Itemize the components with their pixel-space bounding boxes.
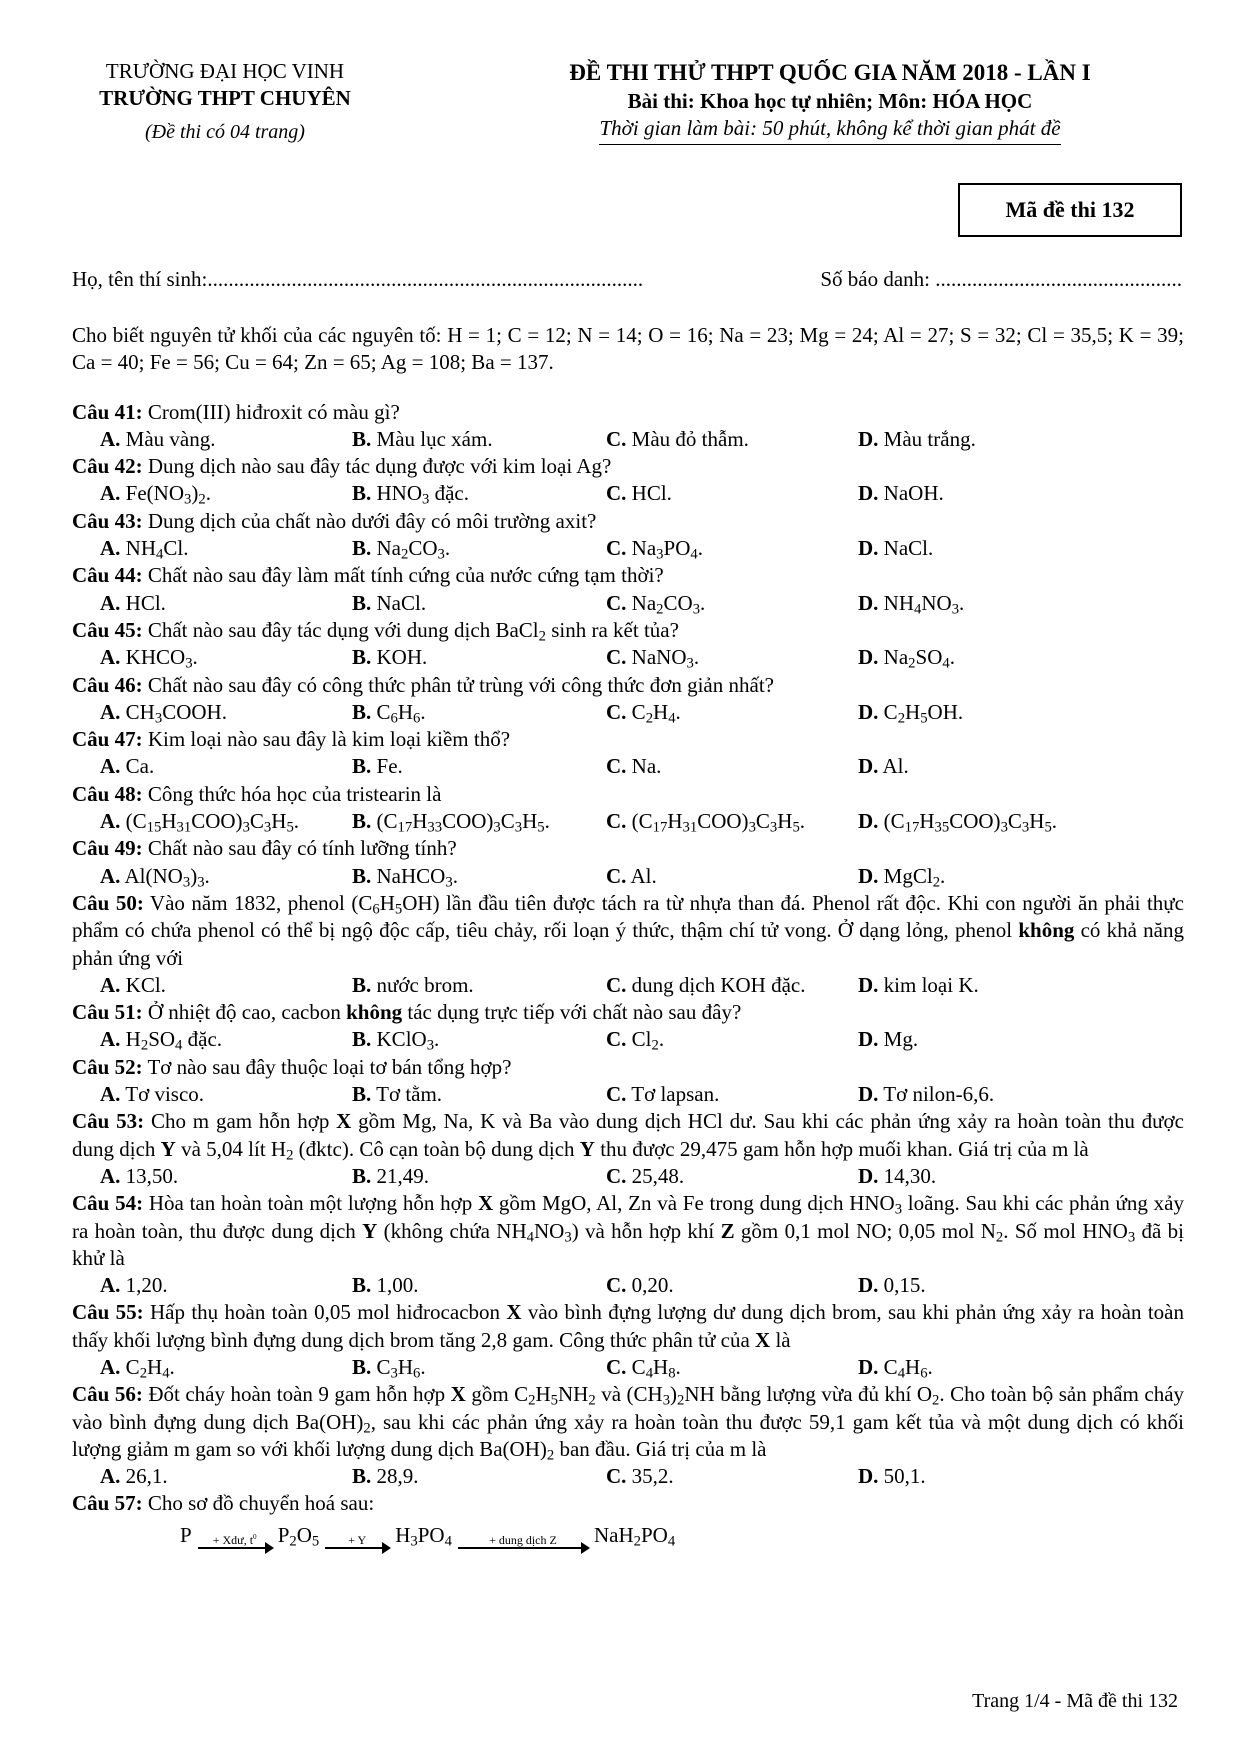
answer-options bbox=[72, 1081, 1184, 1108]
option-text: $C_4H_8$. bbox=[626, 1354, 681, 1382]
option-letter: B. bbox=[352, 809, 372, 834]
option-text: KCl. bbox=[120, 972, 166, 997]
conversion-scheme bbox=[180, 1522, 1184, 1549]
answer-option-b[interactable] bbox=[352, 644, 606, 671]
option-text: Tơ visco. bbox=[120, 1082, 205, 1107]
option-letter: A. bbox=[100, 1354, 121, 1379]
school-parent: TRƯỜNG ĐẠI HỌC VINH bbox=[105, 59, 345, 83]
option-letter: D. bbox=[858, 863, 879, 888]
question-text: Công thức hóa học của tristearin là bbox=[142, 781, 442, 806]
option-letter: D. bbox=[858, 481, 879, 506]
question-text: Chất nào sau đây tác dụng với dung dịch BaCl$_2$ sinh ra kết tủa? bbox=[142, 617, 679, 645]
answer-options bbox=[72, 480, 1184, 507]
scheme-species: P bbox=[180, 1522, 192, 1547]
candidate-line bbox=[72, 266, 1182, 293]
question-label: Câu 45: bbox=[72, 617, 143, 642]
answer-option-a[interactable] bbox=[100, 1081, 352, 1108]
answer-option-d[interactable] bbox=[858, 699, 1110, 726]
option-text: NaCl. bbox=[371, 590, 427, 615]
option-letter: C. bbox=[606, 809, 627, 834]
answer-option-b[interactable] bbox=[352, 590, 606, 617]
pages-note: (Đề thi có 04 trang) bbox=[145, 120, 305, 143]
option-letter: B. bbox=[352, 699, 372, 724]
question-label: Câu 56: bbox=[72, 1382, 143, 1407]
answer-option-b[interactable] bbox=[352, 1026, 606, 1053]
option-letter: C. bbox=[606, 972, 627, 997]
answer-option-a[interactable] bbox=[100, 808, 352, 835]
question-text: Hòa tan hoàn toàn một lượng hỗn hợp X gồm MgO, Al, Zn và Fe trong dung dịch $HNO_3$ loãng. Sau khi các phản ứng xảy ra hoàn toàn, thu được dung dịch Y (không chứa $NH_4NO_3$) và hỗn hợp khí Z gồm 0,1 mol NO; 0,05 mol $N_2$. Số mol $HNO_3$ đã bị khử là bbox=[72, 1191, 1184, 1270]
option-text: 0,15. bbox=[878, 1273, 926, 1298]
answer-option-b[interactable] bbox=[352, 426, 606, 453]
option-text: KOH. bbox=[371, 645, 428, 670]
answer-option-d[interactable] bbox=[858, 644, 1110, 671]
option-letter: A. bbox=[100, 1464, 121, 1489]
option-letter: D. bbox=[858, 426, 879, 451]
question bbox=[72, 1490, 1184, 1517]
option-text: 35,2. bbox=[626, 1464, 674, 1489]
answer-option-d[interactable] bbox=[858, 863, 1110, 890]
option-text: Tơ tằm. bbox=[371, 1082, 443, 1107]
option-text: 13,50. bbox=[120, 1163, 179, 1188]
exam-content bbox=[72, 322, 1184, 1549]
answer-option-a[interactable] bbox=[100, 535, 352, 562]
answer-option-b[interactable] bbox=[352, 480, 606, 507]
scheme-species: $P_2O_5$ bbox=[277, 1522, 320, 1550]
option-letter: B. bbox=[352, 1082, 372, 1107]
question-text: Đốt cháy hoàn toàn 9 gam hỗn hợp X gồm $C_2H_5NH_2$ và $(CH_3)_2NH$ bằng lượng vừa đủ khí $O_2$. Cho toàn bộ sản phẩm cháy vào bình đựng dung dịch $Ba(OH)_2$, sau khi các phản ứng xảy ra hoàn toàn thu được 59,1 gam kết tủa và một dung dịch có khối lượng giảm m gam so với khối lượng dung dịch $Ba(OH)_2$ ban đầu. Giá trị của m là bbox=[72, 1382, 1185, 1464]
answer-option-b[interactable] bbox=[352, 808, 606, 835]
question-label: Câu 50: bbox=[72, 890, 144, 915]
school-name: TRƯỜNG THPT CHUYÊN bbox=[99, 86, 351, 111]
option-letter: A. bbox=[100, 1082, 121, 1107]
answer-option-a[interactable] bbox=[100, 1163, 352, 1190]
option-letter: C. bbox=[606, 1027, 627, 1052]
answer-option-d[interactable] bbox=[858, 1354, 1110, 1381]
option-text: 21,49. bbox=[371, 1163, 430, 1188]
answer-option-a[interactable] bbox=[100, 1026, 352, 1053]
option-letter: B. bbox=[352, 863, 372, 888]
option-letter: D. bbox=[858, 809, 879, 834]
option-letter: B. bbox=[352, 1354, 372, 1379]
answer-option-a[interactable] bbox=[100, 1354, 352, 1381]
option-text: HCl. bbox=[626, 481, 672, 506]
answer-option-d[interactable] bbox=[858, 808, 1110, 835]
option-text: $Cl_2$. bbox=[626, 1027, 665, 1055]
question bbox=[72, 1190, 1184, 1272]
question bbox=[72, 1381, 1184, 1463]
answer-option-c[interactable] bbox=[606, 1463, 858, 1490]
answer-option-c[interactable] bbox=[606, 1026, 858, 1053]
option-text: $(C_{17}H_{31}COO)_3C_3H_5$. bbox=[626, 809, 806, 836]
answer-option-b[interactable] bbox=[352, 1081, 606, 1108]
option-text: HCl. bbox=[120, 590, 166, 615]
option-text: dung dịch KOH đặc. bbox=[626, 972, 806, 997]
answer-options bbox=[72, 699, 1184, 726]
answer-option-c[interactable] bbox=[606, 644, 858, 671]
answer-options bbox=[72, 426, 1184, 453]
answer-option-d[interactable] bbox=[858, 1026, 1110, 1053]
option-letter: D. bbox=[858, 1163, 879, 1188]
answer-option-a[interactable] bbox=[100, 644, 352, 671]
question bbox=[72, 999, 1184, 1026]
option-text: $Na_2CO_3$. bbox=[371, 536, 451, 563]
scheme-arrow-label: + dung dịch Z bbox=[489, 1533, 557, 1548]
atomic-masses: Cho biết nguyên tử khối của các nguyên tố: H = 1; C = 12; N = 14; O = 16; Na = 23; Mg = 24; Al = 27; S = 32; Cl = 35,5; K = 39; Ca = 40; Fe = 56; Cu = 64; Zn = 65; Ag = 108; Ba = 137. bbox=[72, 323, 1184, 375]
option-letter: B. bbox=[352, 972, 372, 997]
question-text: Cho m gam hỗn hợp X gồm Mg, Na, K và Ba vào dung dịch HCl dư. Sau khi các phản ứng xảy ra hoàn toàn thu được dung dịch Y và 5,04 lít $H_2$ (đktc). Cô cạn toàn bộ dung dịch Y thu được 29,475 gam hỗn hợp muối khan. Giá trị của m là bbox=[72, 1109, 1184, 1164]
answer-option-a[interactable] bbox=[100, 972, 352, 999]
option-letter: A. bbox=[100, 809, 121, 834]
option-text: $Na_2CO_3$. bbox=[626, 590, 706, 618]
answer-option-c[interactable] bbox=[606, 1081, 858, 1108]
option-text: $Na_3PO_4$. bbox=[626, 536, 703, 563]
option-letter: A. bbox=[100, 863, 121, 888]
answer-option-c[interactable] bbox=[606, 753, 858, 780]
question-label: Câu 43: bbox=[72, 508, 143, 533]
option-letter: D. bbox=[858, 645, 879, 670]
option-text: 26,1. bbox=[120, 1464, 168, 1489]
answer-option-a[interactable] bbox=[100, 753, 352, 780]
option-letter: C. bbox=[606, 1082, 627, 1107]
answer-option-d[interactable] bbox=[858, 590, 1110, 617]
option-letter: A. bbox=[100, 536, 121, 561]
option-text: Tơ lapsan. bbox=[626, 1082, 720, 1107]
option-text: NaNO$_3$. bbox=[626, 645, 700, 672]
option-letter: A. bbox=[100, 699, 121, 724]
option-text: NaOH. bbox=[878, 481, 944, 506]
option-letter: C. bbox=[606, 863, 627, 888]
answer-options bbox=[72, 1163, 1184, 1190]
option-text: $HNO_3$ đặc. bbox=[371, 481, 470, 509]
spacer bbox=[72, 377, 1184, 399]
option-text: Mg. bbox=[878, 1027, 919, 1052]
question bbox=[72, 508, 1184, 535]
option-letter: C. bbox=[606, 1163, 627, 1188]
answer-option-b[interactable] bbox=[352, 1272, 606, 1299]
option-letter: A. bbox=[100, 481, 121, 506]
answer-option-c[interactable] bbox=[606, 590, 858, 617]
option-letter: D. bbox=[858, 754, 879, 779]
option-text: $C_2H_5OH$. bbox=[878, 699, 964, 727]
scheme-species: $H_3PO_4$ bbox=[395, 1522, 452, 1550]
exam-subject: Bài thi: Khoa học tự nhiên; Môn: HÓA HỌC bbox=[627, 88, 1033, 113]
option-letter: A. bbox=[100, 972, 121, 997]
option-letter: B. bbox=[352, 1273, 372, 1298]
answer-option-b[interactable] bbox=[352, 863, 606, 890]
option-text: Màu vàng. bbox=[120, 426, 216, 451]
question-label: Câu 42: bbox=[72, 454, 143, 479]
question-label: Câu 53: bbox=[72, 1109, 145, 1134]
answer-option-b[interactable] bbox=[352, 1163, 606, 1190]
question bbox=[72, 562, 1184, 589]
option-text: 50,1. bbox=[878, 1464, 926, 1489]
answer-option-d[interactable] bbox=[858, 1272, 1110, 1299]
question-list bbox=[72, 399, 1184, 1518]
question-text: Chất nào sau đây có tính lưỡng tính? bbox=[142, 836, 457, 861]
option-text: Al. bbox=[878, 754, 909, 779]
question-text: Kim loại nào sau đây là kim loại kiềm thổ? bbox=[142, 727, 511, 752]
answer-options bbox=[72, 863, 1184, 890]
option-text: 0,20. bbox=[626, 1273, 674, 1298]
option-letter: D. bbox=[858, 1354, 879, 1379]
answer-option-d[interactable] bbox=[858, 426, 1110, 453]
question bbox=[72, 781, 1184, 808]
option-letter: C. bbox=[606, 426, 627, 451]
scheme-arrow-label: + Xdư, $t^0$ bbox=[212, 1533, 257, 1548]
option-letter: A. bbox=[100, 426, 121, 451]
question bbox=[72, 835, 1184, 862]
answer-option-d[interactable] bbox=[858, 480, 1110, 507]
question-label: Câu 57: bbox=[72, 1491, 143, 1516]
answer-option-d[interactable] bbox=[858, 972, 1110, 999]
page-footer: Trang 1/4 - Mã đề thi 132 bbox=[972, 1690, 1178, 1712]
answer-option-d[interactable] bbox=[858, 535, 1110, 562]
option-letter: B. bbox=[352, 590, 372, 615]
option-text: $C_6H_6$. bbox=[371, 699, 426, 727]
arrow-line bbox=[198, 1547, 272, 1549]
scheme-arrow bbox=[325, 1534, 389, 1549]
option-text: Màu đỏ thẫm. bbox=[626, 426, 749, 451]
option-letter: A. bbox=[100, 590, 121, 615]
option-text: NaCl. bbox=[878, 536, 934, 561]
answer-option-c[interactable] bbox=[606, 1272, 858, 1299]
exam-header bbox=[480, 58, 1180, 145]
option-text: kim loại K. bbox=[878, 972, 979, 997]
question-label: Câu 48: bbox=[72, 781, 143, 806]
question-label: Câu 41: bbox=[72, 399, 143, 424]
answer-option-b[interactable] bbox=[352, 1463, 606, 1490]
option-text: Màu trắng. bbox=[878, 426, 976, 451]
question-label: Câu 55: bbox=[72, 1300, 144, 1325]
answer-options bbox=[72, 1026, 1184, 1053]
option-text: $(C_{17}H_{35}COO)_3C_3H_5$. bbox=[878, 809, 1058, 836]
answer-option-c[interactable] bbox=[606, 535, 858, 562]
option-letter: C. bbox=[606, 1464, 627, 1489]
question-text: Ở nhiệt độ cao, cacbon không tác dụng trực tiếp với chất nào sau đây? bbox=[142, 1000, 742, 1025]
option-text: nước brom. bbox=[371, 972, 474, 997]
option-text: Fe. bbox=[371, 754, 403, 779]
option-text: $(C_{15}H_{31}COO)_3C_3H_5$. bbox=[120, 809, 300, 836]
exam-code-box bbox=[958, 183, 1182, 237]
option-letter: A. bbox=[100, 1273, 121, 1298]
scheme-species: $NaH_2PO_4$ bbox=[593, 1522, 676, 1550]
option-text: $Al(NO_3)_3$. bbox=[120, 863, 210, 891]
question-label: Câu 51: bbox=[72, 1000, 143, 1025]
question-text: Dung dịch của chất nào dưới đây có môi trường axit? bbox=[142, 508, 597, 533]
option-text: $(C_{17}H_{33}COO)_3C_3H_5$. bbox=[371, 809, 550, 836]
question bbox=[72, 1108, 1184, 1163]
option-text: $C_4H_6$. bbox=[878, 1354, 933, 1382]
answer-options bbox=[72, 590, 1184, 617]
option-letter: D. bbox=[858, 590, 879, 615]
answer-options bbox=[72, 1272, 1184, 1299]
option-letter: B. bbox=[352, 1464, 372, 1489]
option-letter: C. bbox=[606, 1273, 627, 1298]
answer-option-a[interactable] bbox=[100, 1463, 352, 1490]
answer-option-b[interactable] bbox=[352, 972, 606, 999]
answer-option-d[interactable] bbox=[858, 1081, 1110, 1108]
question-text: Chất nào sau đây làm mất tính cứng của nước cứng tạm thời? bbox=[142, 563, 664, 588]
exam-time: Thời gian làm bài: 50 phút, không kể thời gian phát đề bbox=[599, 115, 1060, 145]
option-text: $CH_3COOH$. bbox=[120, 699, 227, 727]
answer-option-a[interactable] bbox=[100, 426, 352, 453]
option-text: 28,9. bbox=[371, 1464, 419, 1489]
option-text: Ca. bbox=[120, 754, 155, 779]
question-text: Dung dịch nào sau đây tác dụng được với kim loại Ag? bbox=[142, 454, 612, 479]
answer-option-a[interactable] bbox=[100, 590, 352, 617]
candidate-name-field: Họ, tên thí sinh:................................................................................... bbox=[72, 267, 644, 291]
exam-title: ĐỀ THI THỬ THPT QUỐC GIA NĂM 2018 - LẦN I bbox=[569, 60, 1091, 85]
option-text: $KHCO_3$. bbox=[120, 645, 198, 672]
answer-options bbox=[72, 753, 1184, 780]
answer-option-d[interactable] bbox=[858, 1463, 1110, 1490]
answer-option-a[interactable] bbox=[100, 480, 352, 507]
answer-option-a[interactable] bbox=[100, 863, 352, 890]
question bbox=[72, 672, 1184, 699]
option-letter: C. bbox=[606, 590, 627, 615]
question-label: Câu 44: bbox=[72, 563, 143, 588]
option-text: NaHCO$_3$. bbox=[371, 863, 458, 891]
question-label: Câu 54: bbox=[72, 1191, 144, 1216]
candidate-id-field: Số báo danh: ............................................... bbox=[820, 267, 1182, 291]
option-letter: C. bbox=[606, 481, 627, 506]
answer-option-c[interactable] bbox=[606, 426, 858, 453]
option-text: $Na_2SO_4$. bbox=[878, 645, 955, 672]
answer-options bbox=[72, 644, 1184, 671]
option-letter: B. bbox=[352, 426, 372, 451]
question bbox=[72, 1054, 1184, 1081]
option-letter: B. bbox=[352, 536, 372, 561]
answer-option-c[interactable] bbox=[606, 808, 858, 835]
option-text: $C_2H_4$. bbox=[120, 1354, 175, 1382]
option-text: Na. bbox=[626, 754, 662, 779]
option-letter: B. bbox=[352, 1027, 372, 1052]
scheme-arrow bbox=[198, 1534, 272, 1549]
school-header bbox=[60, 58, 390, 145]
option-text: $C_2H_4$. bbox=[626, 699, 681, 727]
scheme-arrow bbox=[458, 1534, 588, 1549]
answer-option-b[interactable] bbox=[352, 535, 606, 562]
option-text: Tơ nilon-6,6. bbox=[878, 1082, 995, 1107]
option-text: $Fe(NO_3)_2$. bbox=[120, 481, 211, 509]
answer-option-b[interactable] bbox=[352, 1354, 606, 1381]
option-letter: C. bbox=[606, 754, 627, 779]
question-text: Chất nào sau đây có công thức phân tử trùng với công thức đơn giản nhất? bbox=[142, 672, 774, 697]
answer-option-a[interactable] bbox=[100, 699, 352, 726]
answer-options bbox=[72, 1463, 1184, 1490]
option-letter: D. bbox=[858, 536, 879, 561]
option-text: $C_3H_6$. bbox=[371, 1354, 426, 1382]
answer-option-d[interactable] bbox=[858, 753, 1110, 780]
answer-options bbox=[72, 1354, 1184, 1381]
question bbox=[72, 1299, 1184, 1354]
answer-option-c[interactable] bbox=[606, 480, 858, 507]
question-label: Câu 47: bbox=[72, 727, 143, 752]
question bbox=[72, 453, 1184, 480]
option-letter: D. bbox=[858, 1464, 879, 1489]
exam-code: Mã đề thi 132 bbox=[1005, 196, 1135, 222]
answer-options bbox=[72, 535, 1184, 562]
option-letter: B. bbox=[352, 754, 372, 779]
option-letter: C. bbox=[606, 645, 627, 670]
answer-option-c[interactable] bbox=[606, 863, 858, 890]
question-text: Tơ nào sau đây thuộc loại tơ bán tổng hợp? bbox=[142, 1054, 512, 1079]
option-text: 14,30. bbox=[878, 1163, 937, 1188]
option-text: 25,48. bbox=[626, 1163, 685, 1188]
answer-option-c[interactable] bbox=[606, 699, 858, 726]
answer-options bbox=[72, 972, 1184, 999]
option-text: KClO$_3$. bbox=[371, 1027, 440, 1055]
question-label: Câu 46: bbox=[72, 672, 143, 697]
question-text: Vào năm 1832, phenol $(C_6H_5OH)$ lần đầu tiên được tách ra từ nhựa than đá. Phenol rất độc. Khi con người ăn phải thực phẩm có chứa phenol có thể bị ngộ độc cấp, tiêu chảy, rối loạn ý thức, thậm chí tử vong. Ở dạng lỏng, phenol không có khả năng phản ứng với bbox=[72, 890, 1185, 970]
option-letter: D. bbox=[858, 1027, 879, 1052]
option-letter: A. bbox=[100, 1027, 121, 1052]
option-text: MgCl$_2$. bbox=[878, 863, 946, 891]
answer-option-c[interactable] bbox=[606, 972, 858, 999]
answer-option-b[interactable] bbox=[352, 753, 606, 780]
option-text: $NH_4Cl$. bbox=[120, 536, 189, 563]
answer-option-c[interactable] bbox=[606, 1354, 858, 1381]
option-letter: D. bbox=[858, 1273, 879, 1298]
option-letter: A. bbox=[100, 645, 121, 670]
answer-option-d[interactable] bbox=[858, 1163, 1110, 1190]
option-letter: D. bbox=[858, 699, 879, 724]
option-text: Al. bbox=[626, 863, 657, 888]
option-text: 1,00. bbox=[371, 1273, 419, 1298]
question bbox=[72, 726, 1184, 753]
answer-options bbox=[72, 808, 1184, 835]
option-letter: A. bbox=[100, 1163, 121, 1188]
question bbox=[72, 890, 1184, 972]
option-letter: B. bbox=[352, 1163, 372, 1188]
question-label: Câu 52: bbox=[72, 1054, 143, 1079]
answer-option-c[interactable] bbox=[606, 1163, 858, 1190]
option-letter: B. bbox=[352, 645, 372, 670]
option-text: $H_2SO_4$ đặc. bbox=[120, 1027, 223, 1055]
arrow-line bbox=[458, 1547, 588, 1549]
option-text: 1,20. bbox=[120, 1273, 168, 1298]
option-letter: C. bbox=[606, 699, 627, 724]
question-text: Hấp thụ hoàn toàn 0,05 mol hiđrocacbon X vào bình đựng lượng dư dung dịch brom, sau khi phản ứng xảy ra hoàn toàn thấy khối lượng bình đựng dung dịch brom tăng 2,8 gam. Công thức phân tử của X là bbox=[72, 1300, 1184, 1352]
option-letter: C. bbox=[606, 536, 627, 561]
question-text: Crom(III) hiđroxit có màu gì? bbox=[142, 399, 400, 424]
answer-option-a[interactable] bbox=[100, 1272, 352, 1299]
option-letter: C. bbox=[606, 1354, 627, 1379]
option-text: $NH_4NO_3$. bbox=[878, 590, 965, 618]
question-label: Câu 49: bbox=[72, 836, 143, 861]
question bbox=[72, 399, 1184, 426]
scheme-arrow-label: + Y bbox=[348, 1533, 367, 1548]
arrow-line bbox=[325, 1547, 389, 1549]
option-letter: D. bbox=[858, 1082, 879, 1107]
option-text: Màu lục xám. bbox=[371, 426, 493, 451]
answer-option-b[interactable] bbox=[352, 699, 606, 726]
option-letter: B. bbox=[352, 481, 372, 506]
question bbox=[72, 617, 1184, 644]
question-text: Cho sơ đồ chuyển hoá sau: bbox=[142, 1491, 375, 1516]
option-letter: A. bbox=[100, 754, 121, 779]
option-letter: D. bbox=[858, 972, 879, 997]
